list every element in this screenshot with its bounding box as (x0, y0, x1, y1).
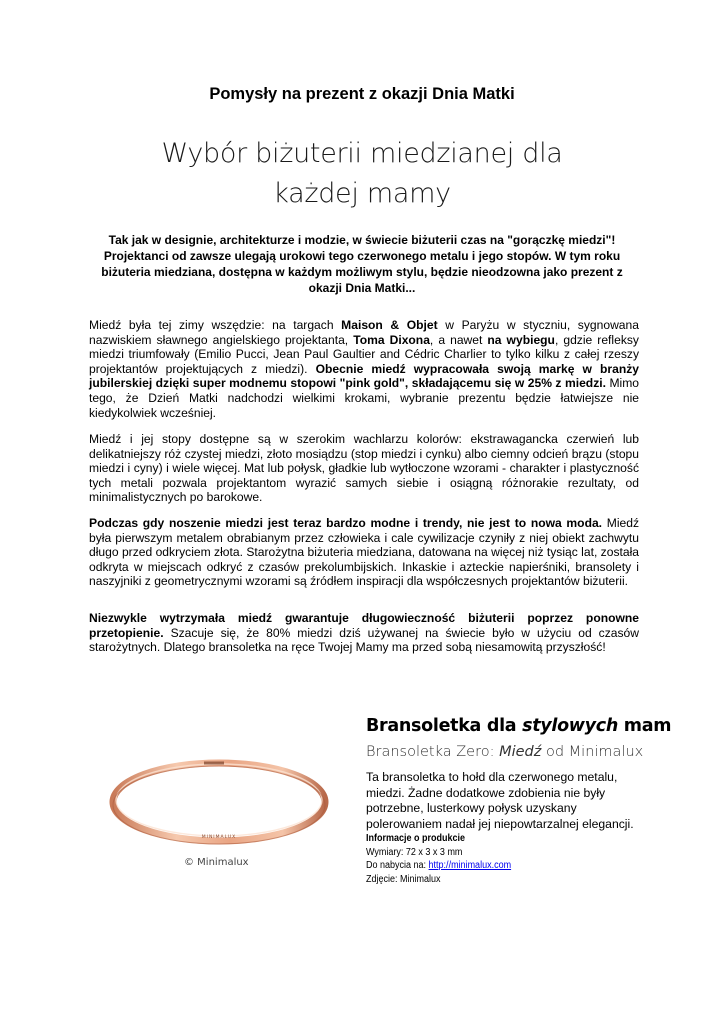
kicker-title: Pomysły na prezent z okazji Dnia Matki (209, 85, 515, 103)
product-description: Ta bransoletka to hołd dla czerwonego metalu, miedzi. Żadne dodatkowe zdobienia nie były potrzebne, lusterkowy połysk uzyskany polerowaniem nadał jej niepowtarzalnej elegancji. (366, 770, 634, 831)
info-dimensions: Wymiary: 72 x 3 x 3 mm (366, 846, 463, 858)
paragraph-4: Niezwykle wytrzymała miedź gwarantuje długowieczność biżuterii poprzez ponowne przetopienie. Szacuje się, że 80% miedzi dziś używanej na świecie było w użyciu od czasów starożytnych. Dlatego bransoletka na ręce Twojej Mamy ma przed sobą niesamowitą przyszłość! (89, 611, 639, 655)
info-heading: Informacje o produkcie (366, 833, 466, 844)
image-credit: © Minimalux (184, 857, 249, 868)
headline: Wybór biżuterii miedzianej dla każdej mamy (161, 138, 563, 209)
lead-paragraph: Tak jak w designie, architekturze i modzie, w świecie biżuterii czas na "gorączkę miedzi"! Projektanci od zawsze ulegają urokowi tego czerwonego metalu i jego stopów. W tym roku biżuteria miedziana, dostępna w każdym możliwym stylu, będzie nieodzowna jako prezent z okazji Dnia Matki... (101, 233, 623, 295)
bracelet-image (108, 752, 330, 852)
bracelet-engraving: MINIMALUX (201, 835, 237, 840)
product-subtitle: Bransoletka Zero: Miedź od Minimalux (366, 744, 644, 760)
minimalux-link[interactable]: http://minimalux.com (428, 860, 512, 871)
paragraph-3: Podczas gdy noszenie miedzi jest teraz bardzo modne i trendy, nie jest to nowa moda. Miedź była pierwszym metalem obrabianym przez człowieka i cale cywilizacje czyniły z niej obiekt zachwytu długo przed odkryciem złota. Starożytna biżuteria miedziana, datowana na więcej niż tysiąc lat, została odkryta w miejscach odkryć z czasów prekolumbijskich. Inkaskie i azteckie napierśniki, bransolety i naszyjniki z geometrycznymi wzorami są źródłem inspiracji dla współczesnych projektantów biżuterii. (89, 516, 640, 589)
info-buy: Do nabycia na: http://minimalux.com (366, 860, 512, 871)
info-photo: Zdjęcie: Minimalux (366, 873, 441, 885)
paragraph-2: Miedź i jej stopy dostępne są w szerokim wachlarzu kolorów: ekstrawagancka czerwień lub delikatniejszy róż czystej miedzi, złoto mosiądzu (stop miedzi i cynku) albo ciemny odcień brązu (stopu miedzi i cyny) i wiele więcej. Mat lub połysk, gładkie lub wytłoczone wzorami - charakter i plastyczność tych metali pozwala projektantom wyrazić samych siebie i osiągną różnorakie rezultaty, od minimalistycznych po barokowe. (89, 432, 639, 505)
paragraph-1: Miedź była tej zimy wszędzie: na targach Maison & Objet w Paryżu w styczniu, sygnowana nazwiskiem sławnego angielskiego projektanta, Toma Dixona, a nawet na wybiegu, gdzie refleksy miedzi triumfowały (Emilio Pucci, Jean Paul Gaultier and Cédric Charlier to tylko kilku z całej rzeszy projektantów projektujących z miedzi). Obecnie miedź wypracowała swoją markę w branży jubilerskiej dzięki super modnemu stopowi "pink gold", składającemu się w 25% z miedzi. Mimo tego, że Dzień Matki nadchodzi wielkimi krokami, wybranie prezentu będzie łatwiejsze nie kiedykolwiek wcześniej. (89, 318, 640, 420)
product-info (366, 832, 511, 886)
product-title: Bransoletka dla stylowych mam (366, 716, 672, 736)
